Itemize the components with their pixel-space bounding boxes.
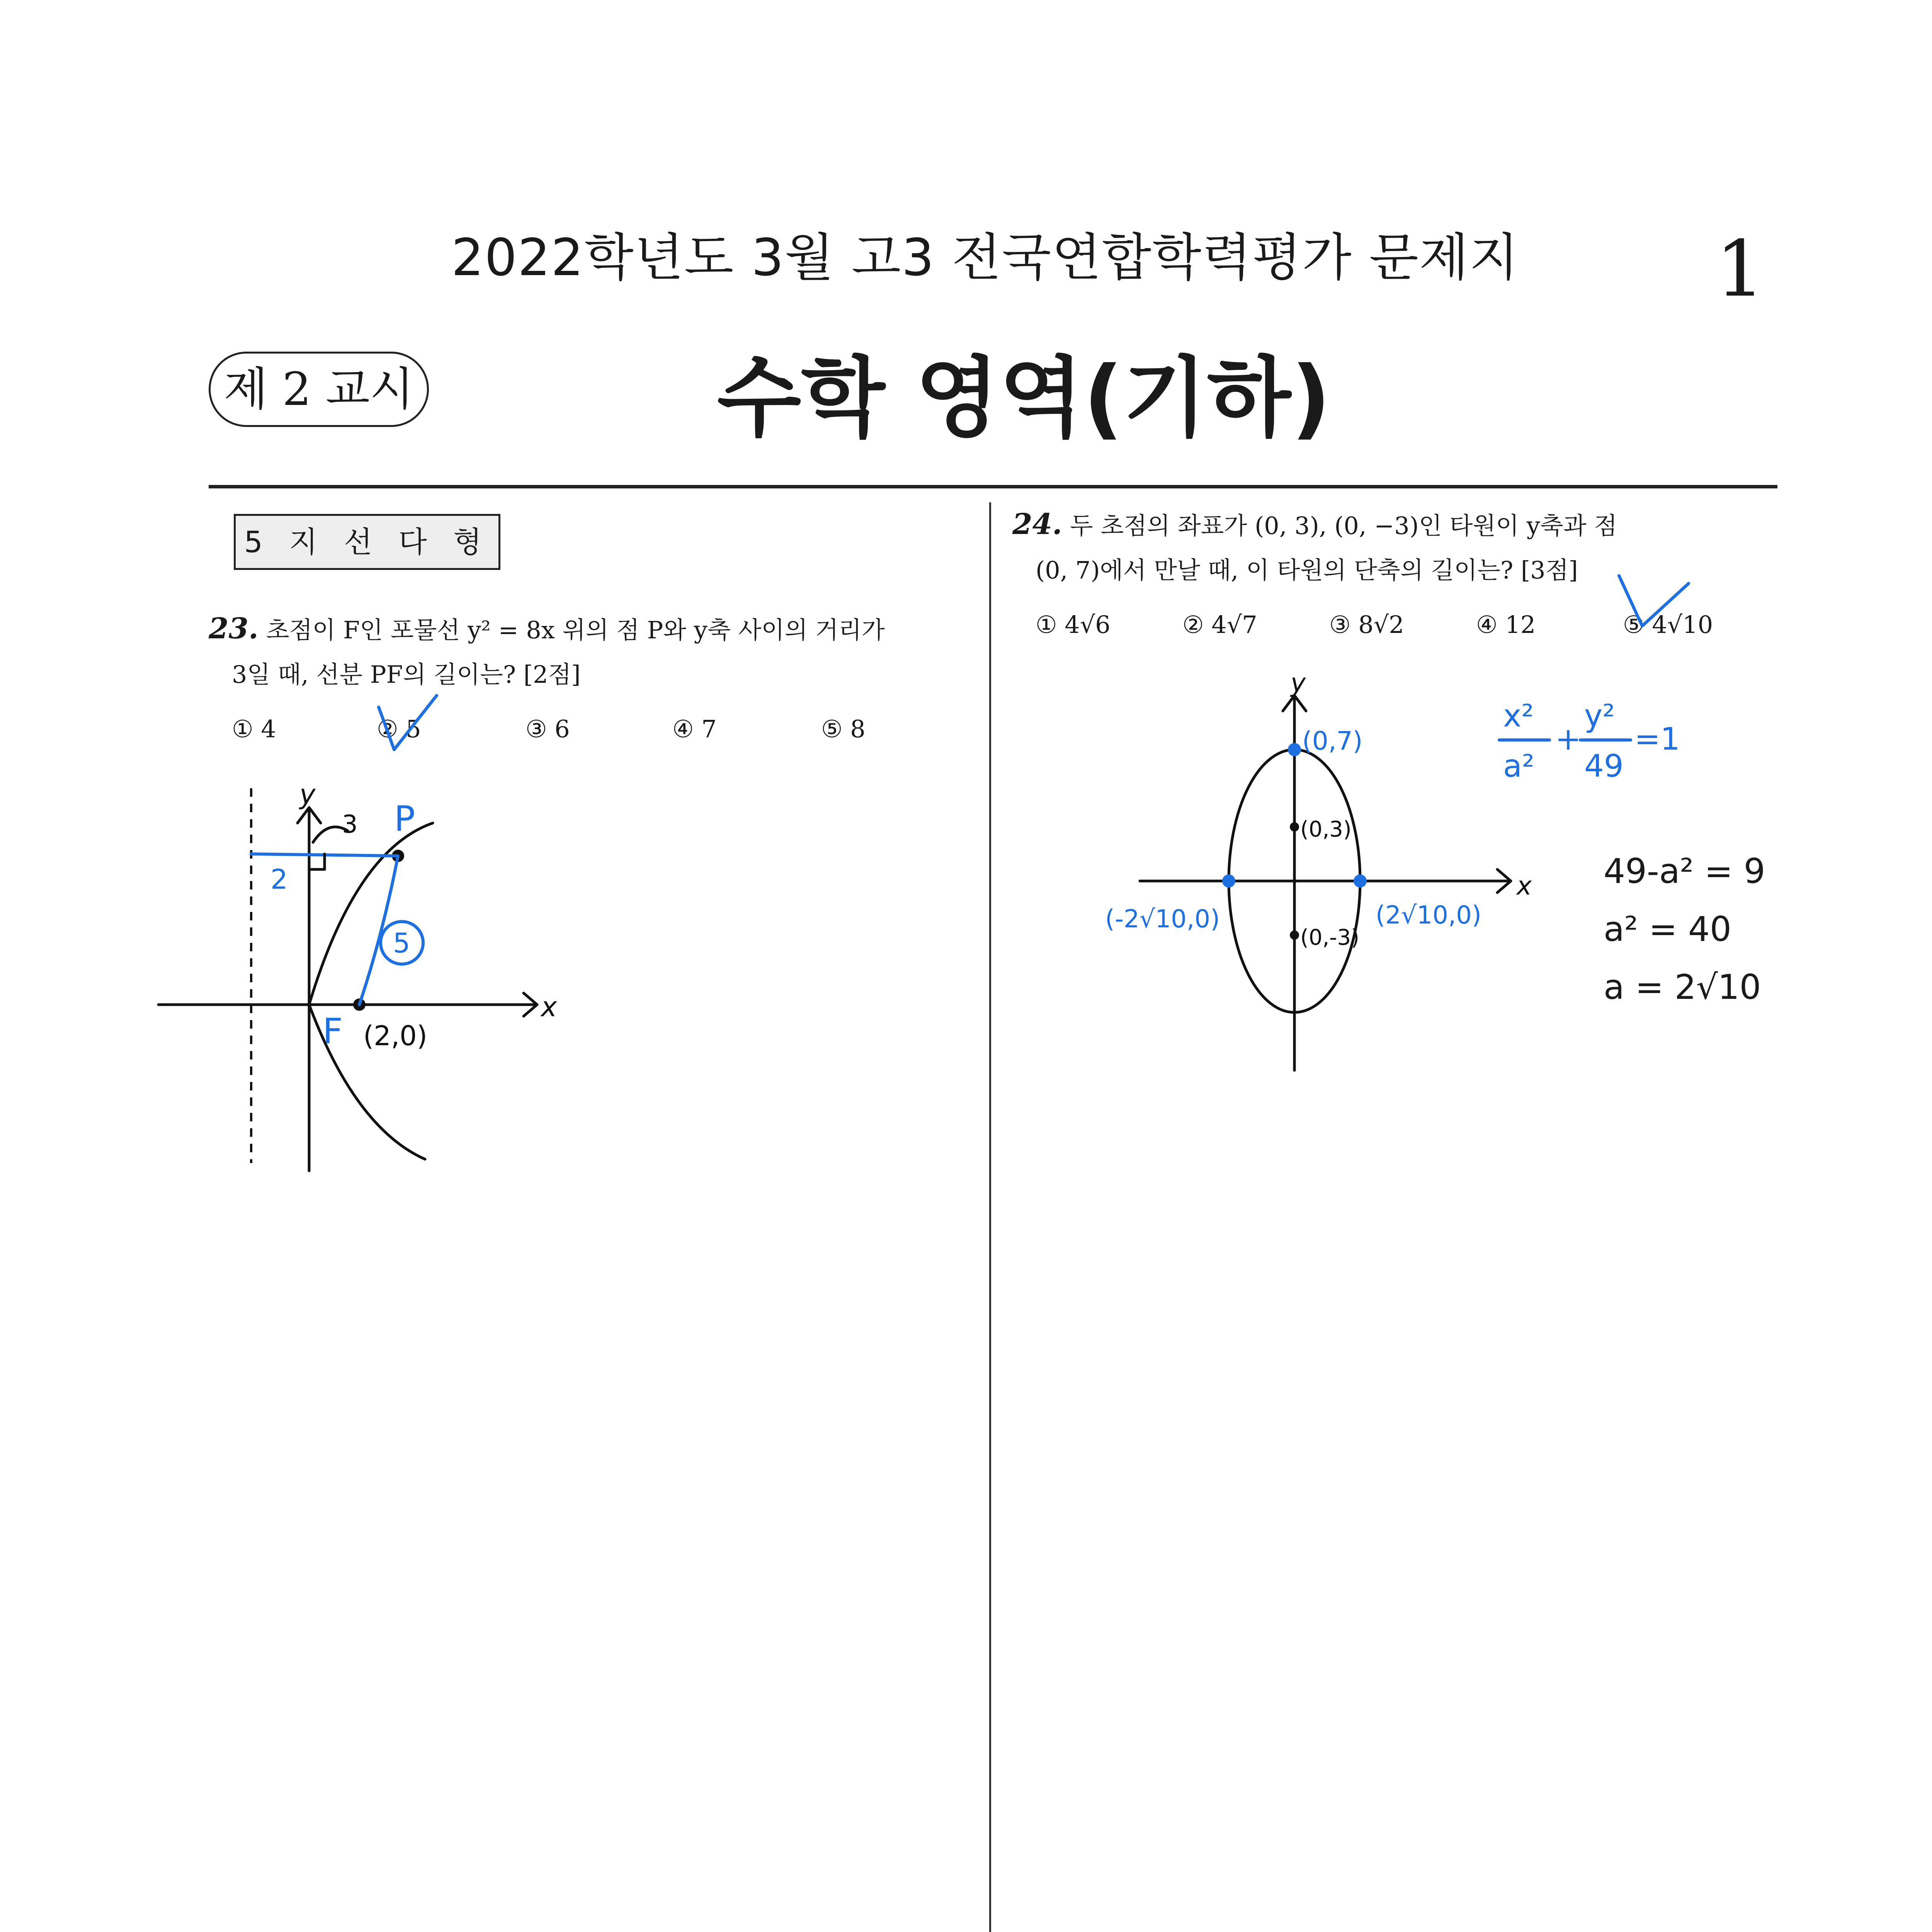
question-text: 두 초점의 좌표가 (0, 3), (0, −3)인 타원이 y축과 점 xyxy=(1070,512,1617,540)
check-mark-24 xyxy=(1611,568,1696,638)
header-divider xyxy=(209,485,1777,488)
page-number: 1 xyxy=(1716,224,1765,314)
label-f-coord: (2,0) xyxy=(363,1020,427,1052)
question-23 xyxy=(209,607,978,697)
label-top: (0,7) xyxy=(1302,726,1363,756)
label-p: P xyxy=(394,799,415,839)
choice-2[interactable]: ② 4√7 xyxy=(1182,611,1257,639)
eq-x: x² xyxy=(1503,698,1534,734)
section-label: 5 지 선 다 형 xyxy=(234,514,500,570)
choice-3[interactable]: ③ 8√2 xyxy=(1329,611,1404,639)
ellipse-working xyxy=(1604,842,1765,1016)
question-24-line2: (0, 7)에서 만날 때, 이 타원의 단축의 길이는? [3점] xyxy=(1036,556,1578,584)
eq-y: y² xyxy=(1584,698,1615,734)
label-3: 3 xyxy=(342,810,358,839)
axis-label-x: x xyxy=(541,991,557,1023)
label-focus-up: (0,3) xyxy=(1300,817,1352,842)
label-right: (2√10,0) xyxy=(1376,901,1481,930)
choice-4[interactable]: ④ 12 xyxy=(1476,611,1536,639)
choice-5[interactable]: ⑤ 4√10 xyxy=(1623,611,1713,639)
eq-plus: + xyxy=(1555,721,1582,757)
eq-49: 49 xyxy=(1584,748,1624,784)
question-23-line2: 3일 때, 선분 PF의 길이는? [2점] xyxy=(232,660,581,689)
parabola-sketch xyxy=(147,773,591,1198)
label-focus-down: (0,-3) xyxy=(1300,925,1359,950)
period-badge: 제 2 교시 xyxy=(209,352,429,427)
label-5: 5 xyxy=(393,927,410,959)
choice-5[interactable]: ⑤ 8 xyxy=(821,715,866,743)
axis-label-y: y xyxy=(1291,672,1306,698)
working-line-1: 49-a² = 9 xyxy=(1604,851,1765,891)
question-23-line1 xyxy=(209,607,978,652)
working-line-2: a² = 40 xyxy=(1604,909,1731,949)
question-24-line1 xyxy=(1012,502,1781,548)
axis-label-y: y xyxy=(299,779,316,810)
check-mark-23 xyxy=(371,684,448,761)
eq-a: a² xyxy=(1503,748,1535,784)
label-2: 2 xyxy=(270,864,288,895)
working-line-3: a = 2√10 xyxy=(1604,967,1761,1007)
eq-rhs: =1 xyxy=(1634,721,1680,757)
exam-title: 2022학년도 3월 고3 전국연합학력평가 문제지 xyxy=(451,228,1519,287)
question-number: 24. xyxy=(1012,508,1062,541)
question-text: 초점이 F인 포물선 y² = 8x 위의 점 P와 y축 사이의 거리가 xyxy=(266,616,885,644)
question-number: 23. xyxy=(209,612,259,645)
choice-1[interactable]: ① 4 xyxy=(232,715,276,743)
choice-3[interactable]: ③ 6 xyxy=(526,715,570,743)
choice-2[interactable]: ② 5 xyxy=(377,715,421,743)
choice-1[interactable]: ① 4√6 xyxy=(1036,611,1111,639)
column-divider xyxy=(989,502,991,1932)
subject-title: 수학 영역(기하) xyxy=(717,348,1331,449)
ellipse-equation xyxy=(1492,692,1692,815)
choice-4[interactable]: ④ 7 xyxy=(672,715,717,743)
axis-label-x: x xyxy=(1517,871,1532,901)
question-23-choices xyxy=(232,715,966,753)
label-left: (-2√10,0) xyxy=(1105,905,1220,934)
label-f: F xyxy=(323,1011,343,1052)
